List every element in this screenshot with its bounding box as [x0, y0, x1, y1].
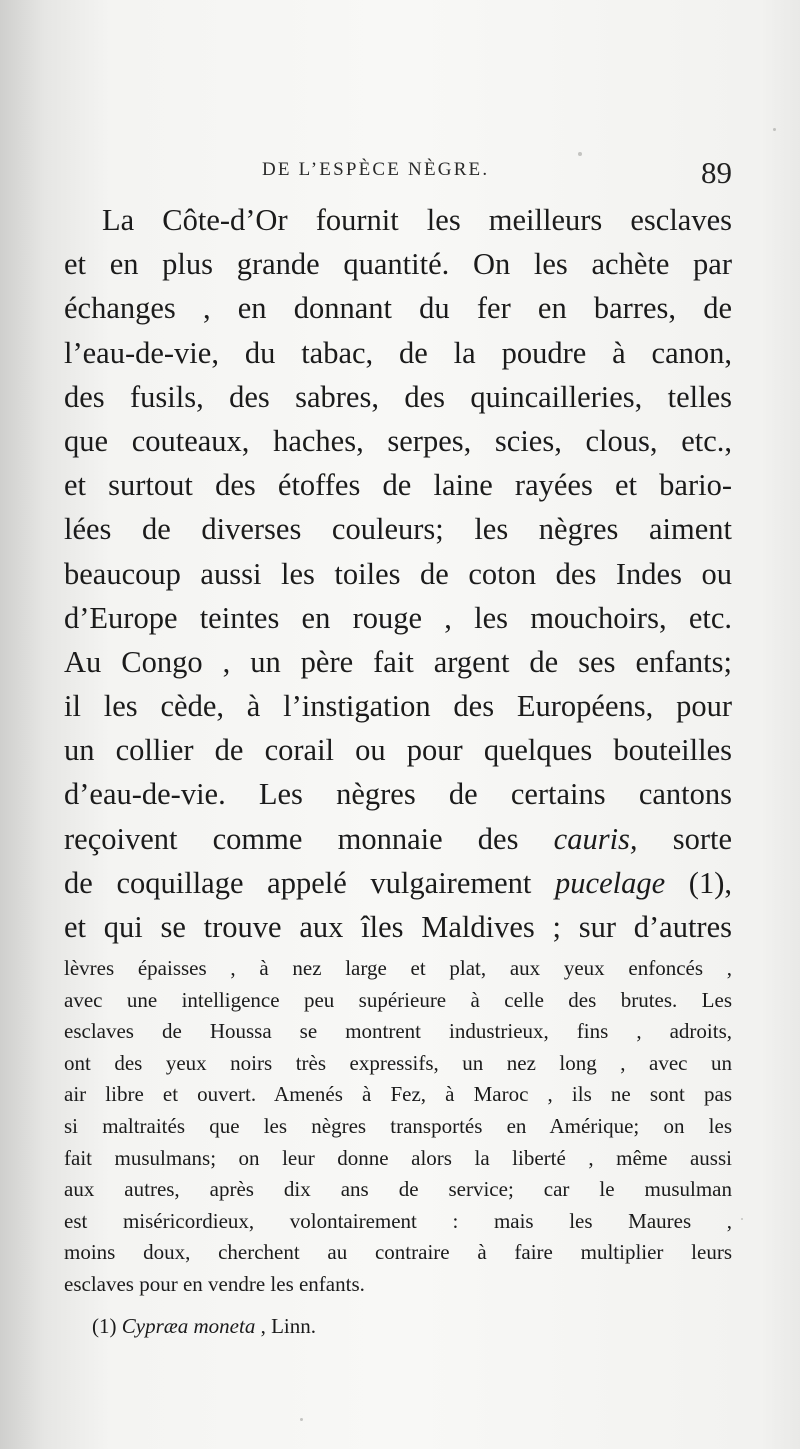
footnote-line: air libre et ouvert. Amenés à Fez, à Maroc , ils ne sont pas [64, 1082, 732, 1107]
footnote-reference: (1), [665, 865, 732, 900]
footnote-line: fait musulmans; on leur donne alors la liberté , même aussi [64, 1145, 732, 1170]
footnote-line: ont des yeux noirs très expressifs, un nez long , avec un [64, 1050, 732, 1075]
text-line: et qui se trouve aux îles Maldives ; sur d’autres [64, 910, 732, 944]
running-head: DE L’ESPÈCE NÈGRE. [262, 159, 490, 180]
page-number: 89 [701, 155, 732, 190]
text-line-cauris [64, 817, 732, 861]
text-line: il les cède, à l’instigation des Européens, pour [64, 689, 732, 724]
text-fragment: reçoivent comme monnaie des [64, 821, 554, 856]
scan-speck [578, 152, 582, 156]
italic-term-cauris: cauris, [553, 821, 638, 856]
text-line: que couteaux, haches, serpes, scies, clous, etc., [64, 423, 732, 458]
text-line: d’eau-de-vie. Les nègres de certains cantons [64, 777, 732, 812]
citation-author: , Linn. [255, 1313, 316, 1338]
text-line: beaucoup aussi les toiles de coton des Indes ou [64, 556, 732, 591]
text-line: l’eau-de-vie, du tabac, de la poudre à canon, [64, 335, 732, 370]
text-line-pucelage [64, 861, 732, 905]
text-line: échanges , en donnant du fer en barres, de [64, 291, 732, 326]
footnote-line: moins doux, cherchent au contraire à faire multiplier leurs [64, 1240, 732, 1265]
text-line: un collier de corail ou pour quelques bouteilles [64, 733, 732, 768]
scan-speck [773, 128, 776, 131]
text-line: Au Congo , un père fait argent de ses enfants; [64, 644, 732, 679]
species-name: Cypræa moneta [121, 1313, 256, 1338]
text-line: et surtout des étoffes de laine rayées et bario- [64, 468, 732, 503]
text-line: d’Europe teintes en rouge , les mouchoirs, etc. [64, 600, 732, 635]
footnote-line: lèvres épaisses , à nez large et plat, aux yeux enfoncés , [64, 956, 732, 980]
footnote-line: avec une intelligence peu supérieure à celle des brutes. Les [64, 987, 732, 1012]
text-line: La Côte-d’Or fournit les meilleurs esclaves [102, 203, 732, 237]
footnote-marker: (1) [92, 1313, 122, 1338]
text-line: lées de diverses couleurs; les nègres aiment [64, 512, 732, 547]
scan-speck [741, 1218, 743, 1220]
footnote-line: aux autres, après dix ans de service; car le musulman [64, 1177, 732, 1202]
page-header [262, 155, 732, 195]
footnote-citation [64, 1311, 732, 1343]
footnote-line: esclaves pour en vendre les enfants. [64, 1271, 365, 1296]
footnote-line: est miséricordieux, volontairement : mais les Maures , [64, 1208, 732, 1233]
text-fragment: de coquillage appelé vulgairement [64, 865, 556, 900]
footnote-line: esclaves de Houssa se montrent industrieux, fins , adroits, [64, 1019, 732, 1044]
text-line: des fusils, des sabres, des quincailleries, telles [64, 379, 732, 414]
footnote-block [64, 953, 732, 1342]
scan-speck [300, 1418, 303, 1421]
text-line: et en plus grande quantité. On les achète par [64, 247, 732, 282]
text-fragment: sorte [637, 821, 732, 856]
italic-term-pucelage: pucelage [555, 865, 666, 900]
main-text [64, 198, 732, 949]
footnote-line: si maltraités que les nègres transportés en Amérique; on les [64, 1113, 732, 1138]
